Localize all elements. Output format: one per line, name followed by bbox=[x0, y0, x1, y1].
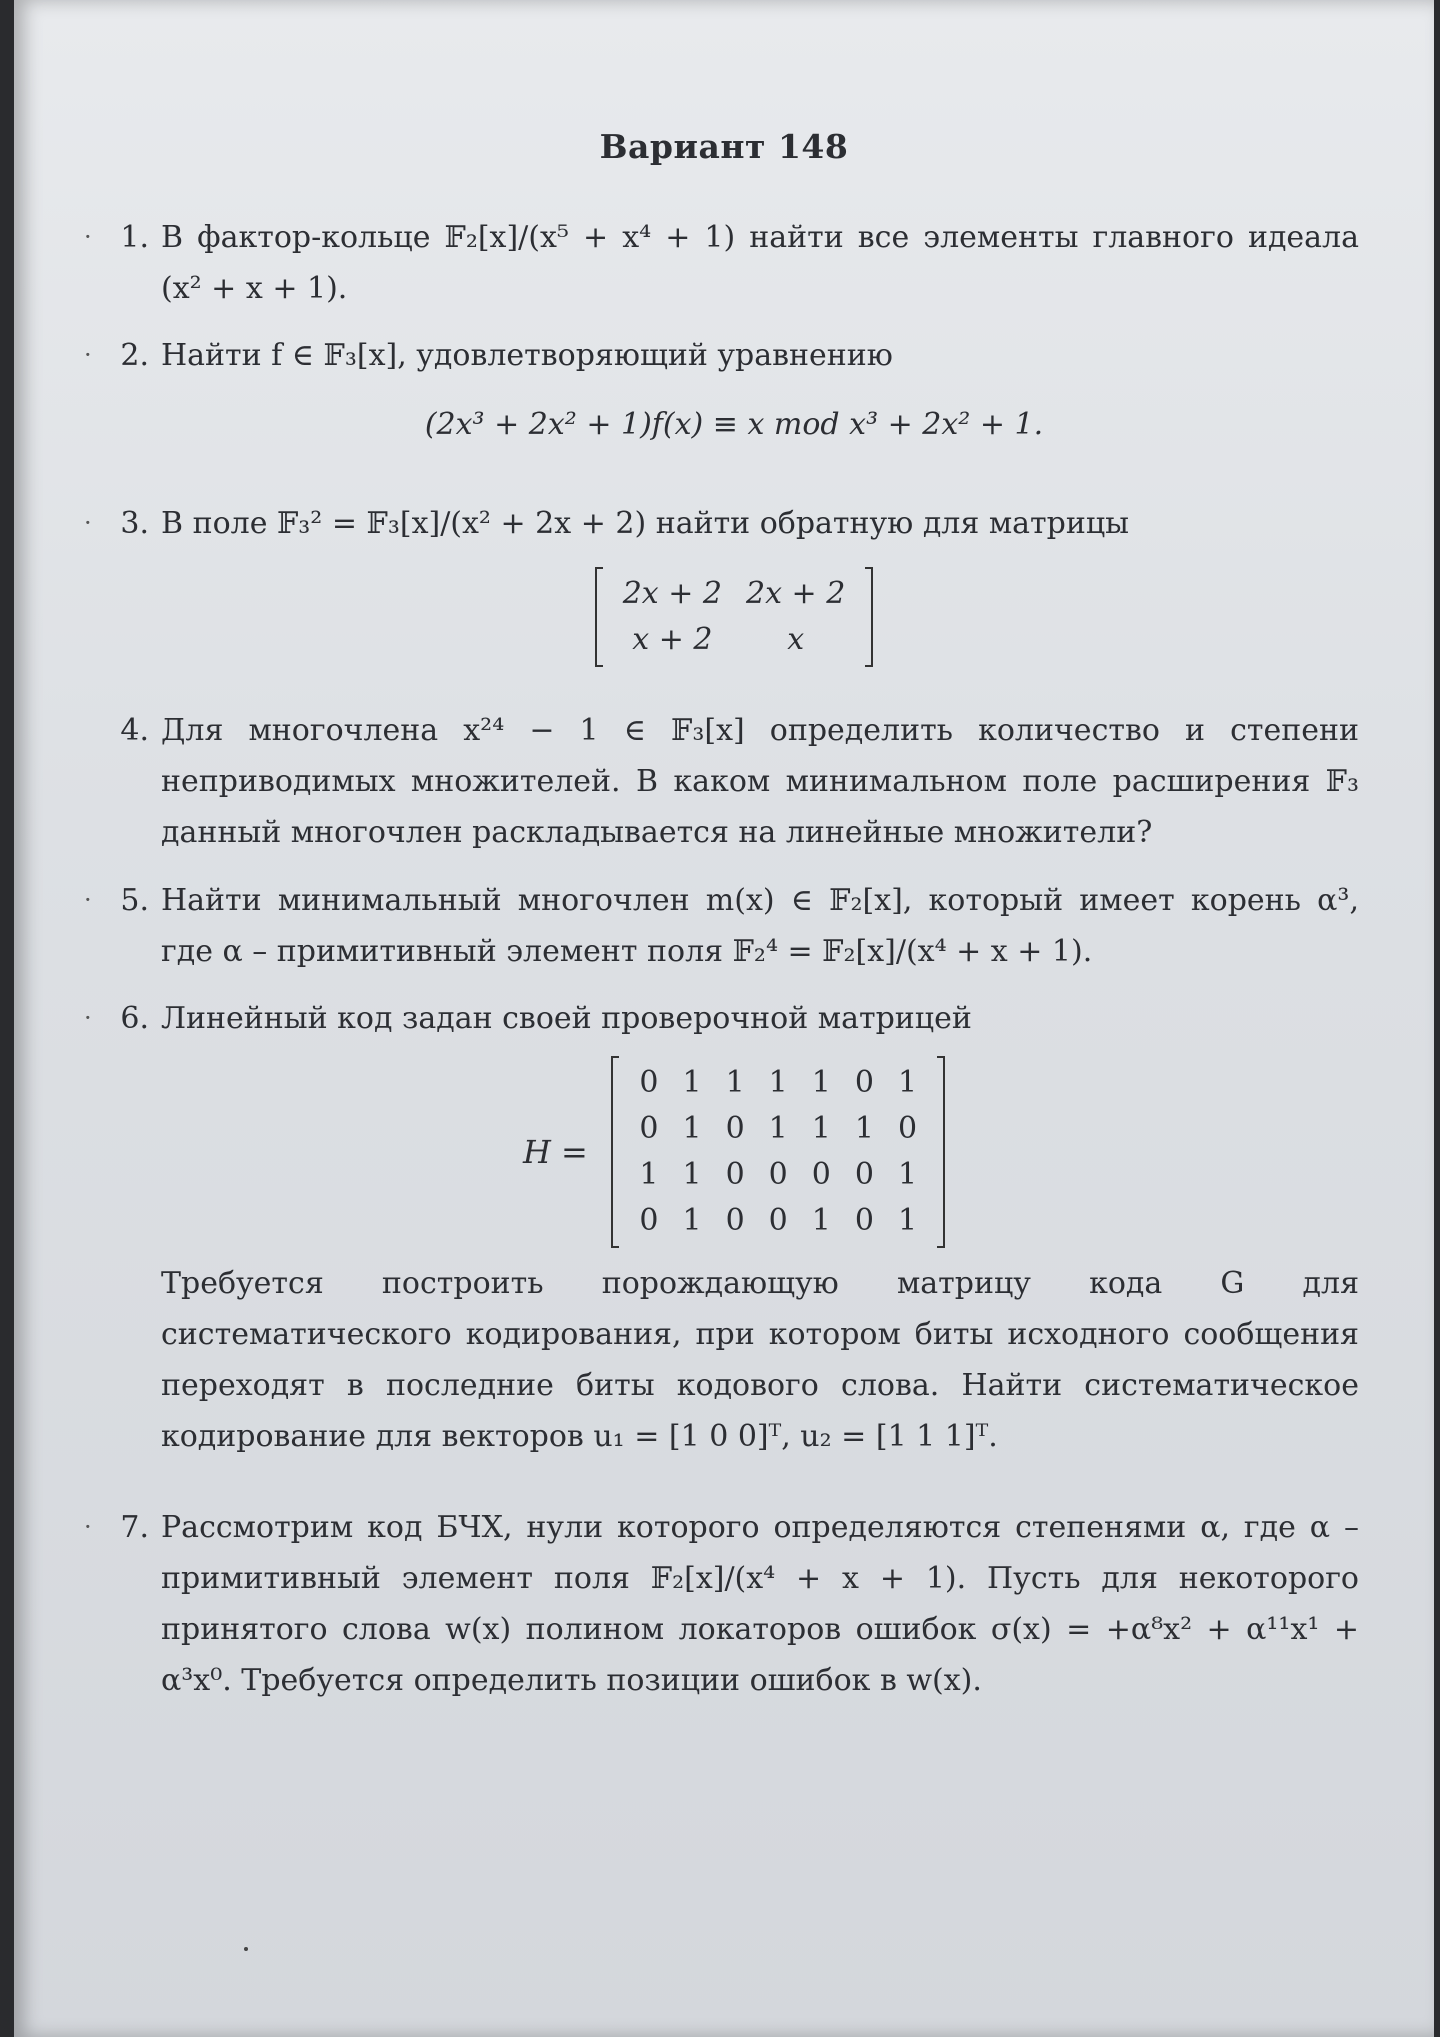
problem-number: 7. bbox=[120, 1510, 149, 1545]
matrix-cell: 0 bbox=[639, 1065, 659, 1100]
problem-text: Для многочлена x²⁴ − 1 ∈ 𝔽₃[x] определить количество и степени неприводимых множителей. В каком минимальном поле расширения 𝔽₃ данный многочлен раскладывается на линейные множители? bbox=[161, 713, 1359, 850]
matrix-cell: 2x + 2 bbox=[622, 576, 722, 611]
problem-number: 2. bbox=[120, 338, 149, 373]
problem-5 bbox=[84, 875, 1359, 977]
problem-text: Линейный код задан своей проверочной матрицей bbox=[161, 1001, 972, 1036]
problem-4 bbox=[109, 705, 1359, 858]
matrix-cell: x + 2 bbox=[632, 622, 713, 657]
margin-mark: · bbox=[84, 509, 92, 537]
problem-text: В фактор-кольце 𝔽₂[x]/(x⁵ + x⁴ + 1) найти все элементы главного идеала (x² + x + 1). bbox=[161, 220, 1359, 306]
margin-mark: · bbox=[84, 1513, 92, 1541]
problem-text: Найти минимальный многочлен m(x) ∈ 𝔽₂[x], который имеет корень α³, где α – примитивный элемент поля 𝔽₂⁴ = 𝔽₂[x]/(x⁴ + x + 1). bbox=[161, 883, 1359, 969]
problem-7 bbox=[84, 1502, 1359, 1706]
check-matrix-display bbox=[109, 1056, 1359, 1248]
matrix-cell: 1 bbox=[897, 1065, 918, 1100]
page-title: Вариант 148 bbox=[599, 127, 849, 166]
matrix-cell: 0 bbox=[854, 1203, 874, 1238]
problem-text: Рассмотрим код БЧХ, нули которого определяются степенями α, где α – примитивный элемент поля 𝔽₂[x]/(x⁴ + x + 1). Пусть для некоторого принятого слова w(x) полином локаторов ошибок σ(x) = +α⁸x² + α¹¹x¹ + α³x⁰. Требуется определить позиции ошибок в w(x). bbox=[161, 1510, 1359, 1698]
matrix-cell: 0 bbox=[639, 1203, 659, 1238]
problem-text: Найти f ∈ 𝔽₃[x], удовлетворяющий уравнению bbox=[161, 338, 893, 373]
matrix-cell: 0 bbox=[725, 1111, 745, 1146]
problem-text-continued: Требуется построить порождающую матрицу кода G для систематического кодирования, при котором биты исходного сообщения переходят в последние биты кодового слова. Найти систематическое кодирование для векторов u₁ = [1 0 0]ᵀ, u₂ = [1 1 1]ᵀ. bbox=[161, 1266, 1359, 1454]
problem-1 bbox=[84, 212, 1359, 314]
problem-text: В поле 𝔽₃² = 𝔽₃[x]/(x² + 2x + 2) найти обратную для матрицы bbox=[161, 506, 1129, 541]
matrix-cell: 0 bbox=[725, 1203, 745, 1238]
matrix-cell: 1 bbox=[682, 1111, 702, 1146]
matrix-cell: 1 bbox=[811, 1203, 831, 1238]
problem-number: 1. bbox=[120, 220, 149, 255]
exam-sheet bbox=[14, 0, 1434, 2037]
problem-number: 6. bbox=[120, 1001, 149, 1036]
matrix-cell: 0 bbox=[639, 1111, 659, 1146]
problem-2 bbox=[84, 330, 1359, 468]
matrix-cell: 1 bbox=[639, 1157, 659, 1192]
matrix-cell: x bbox=[787, 622, 805, 657]
matrix-cell: 1 bbox=[768, 1065, 788, 1100]
problem-number: 4. bbox=[120, 713, 149, 748]
matrix-cell: 1 bbox=[682, 1203, 702, 1238]
margin-mark: · bbox=[84, 341, 92, 369]
matrix-cell: 0 bbox=[768, 1157, 788, 1192]
matrix-cell: 0 bbox=[854, 1157, 874, 1192]
matrix-cell: 0 bbox=[768, 1203, 788, 1238]
matrix-cell: 0 bbox=[854, 1065, 874, 1100]
matrix-cell: 1 bbox=[897, 1157, 918, 1192]
margin-mark: · bbox=[84, 1004, 92, 1032]
matrix-cell: 0 bbox=[725, 1157, 745, 1192]
problem-6 bbox=[84, 993, 1359, 1462]
matrix-cell: 1 bbox=[682, 1157, 702, 1192]
matrix-label: H = bbox=[522, 1132, 588, 1171]
matrix-cell: 1 bbox=[897, 1203, 918, 1238]
matrix-cell: 1 bbox=[811, 1065, 831, 1100]
matrix-cell: 0 bbox=[811, 1157, 831, 1192]
problem-number: 3. bbox=[120, 506, 149, 541]
problem-3 bbox=[84, 498, 1359, 701]
margin-mark: · bbox=[84, 886, 92, 914]
matrix-cell: 2x + 2 bbox=[746, 576, 846, 611]
matrix-cell: 1 bbox=[811, 1111, 831, 1146]
margin-mark: · bbox=[84, 223, 92, 251]
matrix bbox=[595, 567, 874, 667]
paper-speck bbox=[244, 1947, 248, 1951]
matrix-cell: 0 bbox=[897, 1111, 918, 1146]
matrix-cell: 1 bbox=[854, 1111, 874, 1146]
matrix-cell: 1 bbox=[682, 1065, 702, 1100]
check-matrix bbox=[611, 1056, 945, 1248]
matrix-cell: 1 bbox=[725, 1065, 745, 1100]
matrix-cell: 1 bbox=[768, 1111, 788, 1146]
problem-number: 5. bbox=[120, 883, 149, 918]
matrix-display bbox=[109, 567, 1359, 683]
equation: (2x³ + 2x² + 1)f(x) ≡ x mod x³ + 2x² + 1. bbox=[424, 407, 1044, 442]
